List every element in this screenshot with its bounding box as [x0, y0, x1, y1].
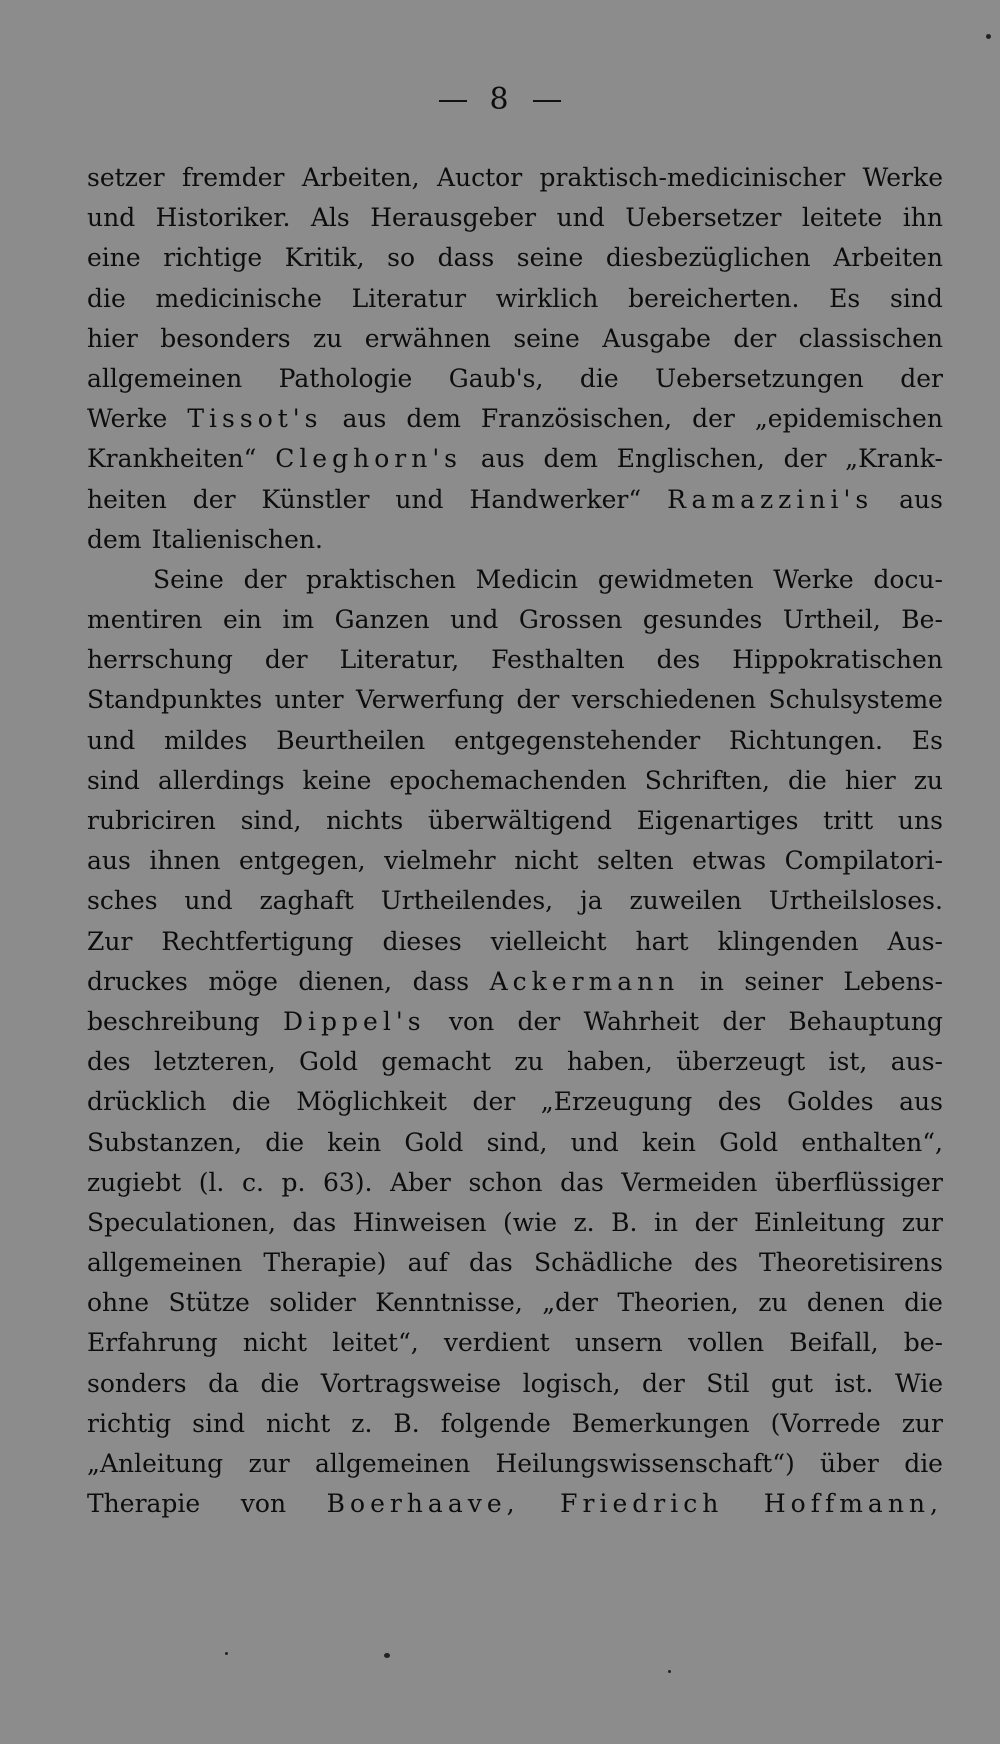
word: letzteren, — [154, 1047, 276, 1077]
word: der — [692, 404, 735, 434]
word: selten — [596, 846, 674, 876]
word: dem — [543, 444, 598, 474]
word: des — [656, 645, 701, 675]
word: zu — [313, 323, 343, 353]
word: Ramazzini's — [667, 484, 874, 514]
word: die — [231, 1087, 271, 1117]
word: seine — [513, 323, 580, 353]
text-line — [87, 1163, 943, 1203]
word: Hinweisen — [352, 1207, 487, 1237]
word: Heilungswissenschaft“) — [495, 1449, 795, 1478]
word: Werke — [773, 564, 854, 594]
text-line — [87, 761, 943, 801]
word: Seine — [153, 564, 224, 594]
word: vielmehr — [384, 846, 496, 876]
word: (wie — [503, 1207, 557, 1237]
word: allgemeinen — [314, 1449, 471, 1478]
word: richtige — [163, 243, 263, 273]
word: allgemeinen — [87, 1248, 243, 1278]
word: denen — [806, 1288, 885, 1318]
word: nicht — [266, 1408, 331, 1438]
word: aus — [899, 484, 943, 514]
word: Als — [310, 203, 350, 233]
word: in — [699, 966, 724, 996]
word: der — [733, 323, 777, 353]
text-line — [87, 359, 943, 399]
word: 63). — [322, 1167, 373, 1197]
word: leitete — [801, 203, 883, 233]
word: Behauptung — [788, 1006, 943, 1036]
text-line — [87, 560, 943, 600]
word: dass — [437, 243, 495, 273]
text-line — [87, 1484, 943, 1524]
word: Therapie — [87, 1489, 201, 1519]
text-line — [87, 1042, 943, 1082]
word: Zur — [87, 926, 133, 956]
word: erwähnen — [364, 323, 491, 353]
text-line — [87, 801, 943, 841]
word: Handwerker“ — [469, 484, 642, 514]
word: Festhalten — [491, 645, 625, 675]
word: Stütze — [168, 1288, 250, 1318]
word: Einleitung — [753, 1207, 886, 1237]
word: seine — [516, 243, 584, 273]
word: richtig — [87, 1408, 172, 1438]
word: Es — [911, 725, 943, 755]
word: Gold — [299, 1047, 359, 1077]
word: mildes — [164, 725, 248, 755]
word: gut — [770, 1368, 814, 1398]
word: das — [560, 1167, 604, 1197]
word: medicinische — [155, 283, 322, 313]
word: Uebersetzer — [625, 203, 782, 233]
word: zugiebt — [87, 1167, 182, 1197]
word: fremder — [181, 163, 285, 192]
word: Pathologie — [278, 363, 413, 393]
word: Goldes — [786, 1087, 874, 1117]
word: leitet“, — [332, 1328, 419, 1358]
word: Uebersetzungen — [655, 363, 864, 393]
word: Künstler — [261, 484, 370, 514]
word: kein — [327, 1127, 382, 1157]
word: und — [184, 886, 233, 916]
word: Arbeiten — [833, 243, 943, 273]
word: zur — [901, 1408, 943, 1438]
text-line — [87, 1283, 943, 1323]
text-line — [87, 841, 943, 881]
word: heiten — [87, 484, 167, 514]
text-line — [87, 198, 943, 238]
word: herrschung — [87, 645, 233, 675]
word: aus — [342, 404, 387, 434]
word: der — [783, 444, 827, 474]
word: Herausgeber — [370, 203, 537, 233]
word: vollen — [688, 1328, 765, 1358]
word: Schriften, — [644, 765, 771, 795]
word: (l. — [198, 1167, 225, 1197]
word: Vermeiden — [621, 1167, 758, 1197]
word: Gold — [404, 1127, 464, 1157]
text-line — [87, 962, 943, 1002]
word: Wahrheit — [583, 1006, 699, 1036]
word: der — [472, 1087, 516, 1117]
word: Französischen, — [480, 404, 673, 434]
text-line — [87, 1243, 943, 1283]
word: zu — [913, 765, 943, 795]
text-line — [87, 480, 943, 520]
text-line — [87, 640, 943, 680]
header-dash-right — [533, 100, 561, 102]
word: zur — [901, 1207, 943, 1237]
print-speck — [225, 1652, 228, 1655]
word: verschiedenen — [571, 685, 757, 715]
word: die — [87, 283, 126, 313]
word: Eigenartiges — [636, 806, 799, 835]
word: Ganzen — [334, 605, 430, 635]
word: eine — [87, 243, 141, 273]
text-line — [87, 721, 943, 761]
word: des — [87, 1047, 131, 1077]
word: aus — [480, 444, 525, 474]
word: des — [694, 1248, 738, 1278]
text-line — [87, 399, 943, 439]
word: seiner — [744, 966, 823, 996]
word: praktisch-medicinischer — [539, 163, 846, 192]
word: (Vorrede — [770, 1408, 881, 1438]
print-speck — [668, 1670, 671, 1673]
word: Arbeiten, — [301, 163, 420, 192]
word: setzer — [87, 163, 165, 192]
word: die — [260, 1368, 300, 1398]
word: in — [653, 1207, 679, 1237]
word: und — [395, 484, 444, 514]
word: das — [292, 1207, 337, 1237]
word: zur — [248, 1449, 290, 1478]
word: sind — [192, 1408, 246, 1438]
word: Ausgabe — [602, 323, 711, 353]
word: der — [192, 484, 236, 514]
text-line — [87, 279, 943, 319]
word: „Anleitung — [87, 1449, 224, 1478]
word: und — [556, 203, 605, 233]
word: Englischen, — [616, 444, 765, 474]
word: im — [282, 605, 315, 635]
header-dash-left — [439, 100, 467, 102]
word: des — [717, 1087, 762, 1117]
word: Urtheilendes, — [380, 886, 554, 916]
text-line — [87, 1364, 943, 1404]
word: diesbezüglichen — [605, 243, 811, 273]
word: Theoretisirens — [759, 1248, 943, 1278]
word: auf — [407, 1248, 448, 1278]
word: etwas — [692, 846, 767, 876]
word: haben, — [566, 1047, 653, 1077]
word: unter — [274, 685, 344, 715]
word: „epidemischen — [754, 404, 943, 434]
word: der — [243, 564, 287, 594]
word: Rechtfertigung — [161, 926, 354, 956]
word: Wie — [894, 1368, 943, 1398]
body-text — [87, 158, 943, 1524]
text-line — [87, 680, 943, 720]
word: Vortragsweise — [320, 1368, 502, 1398]
page-number: 8 — [489, 82, 511, 117]
word: der — [516, 685, 560, 715]
text-line — [87, 922, 943, 962]
word: Literatur, — [339, 645, 460, 675]
word: Werke — [87, 404, 168, 434]
word: keine — [302, 765, 372, 795]
word: praktischen — [306, 564, 456, 594]
word: ohne — [87, 1288, 150, 1318]
word: z. — [573, 1207, 595, 1237]
word: „Erzeugung — [540, 1087, 693, 1117]
word: so — [387, 243, 416, 273]
word: tritt — [823, 806, 874, 835]
word: Therapie) — [263, 1248, 387, 1278]
word: Standpunktes — [87, 685, 263, 715]
word: überzeugt — [676, 1047, 806, 1077]
text-line — [87, 600, 943, 640]
text-line — [87, 1082, 943, 1122]
text-line — [87, 238, 943, 278]
word: zaghaft — [259, 886, 354, 916]
word: dieses — [382, 926, 462, 956]
word: rubriciren — [87, 806, 216, 835]
word: Bemerkungen — [571, 1408, 750, 1438]
word: dem — [406, 404, 461, 434]
word: vielleicht — [490, 926, 607, 956]
word: B. — [611, 1207, 638, 1237]
word: überflüssiger — [774, 1167, 943, 1197]
word: Theorien, — [617, 1288, 739, 1318]
word: gemacht — [381, 1047, 491, 1077]
word: und — [87, 203, 136, 233]
word: zu — [758, 1288, 788, 1318]
word: Richtungen. — [728, 725, 884, 755]
word: der — [264, 645, 308, 675]
word: Werke — [862, 163, 943, 192]
word: be- — [903, 1328, 943, 1358]
word: sind — [87, 765, 140, 795]
word: epochemachenden — [389, 765, 627, 795]
word: nichts — [326, 806, 404, 835]
text-line — [87, 1123, 943, 1163]
word: unsern — [574, 1328, 663, 1358]
word: Gaub's, — [448, 363, 544, 393]
word: solider — [269, 1288, 356, 1318]
word: logisch, — [522, 1368, 621, 1398]
word: Boerhaave, — [326, 1489, 520, 1519]
word: bereicherten. — [628, 283, 800, 313]
word: aus — [87, 846, 131, 876]
word: hier — [844, 765, 896, 795]
word: der — [517, 1006, 561, 1036]
word: der — [642, 1368, 685, 1398]
word: und — [570, 1127, 619, 1157]
word: möge — [208, 966, 278, 996]
word: Schulsysteme — [768, 685, 943, 715]
word: von — [240, 1489, 287, 1519]
word: sind — [890, 283, 943, 313]
word: Kenntnisse, — [375, 1288, 523, 1318]
word: Aus- — [887, 926, 943, 956]
word: die — [265, 1127, 305, 1157]
word: zu — [514, 1047, 544, 1077]
word: allerdings — [157, 765, 285, 795]
word: Verwerfung — [356, 685, 505, 715]
word: der — [722, 1006, 766, 1036]
text-line — [87, 1323, 943, 1363]
word: ist. — [834, 1368, 874, 1398]
word: Auctor — [436, 163, 523, 192]
print-speck — [384, 1653, 390, 1658]
word: Hippokratischen — [732, 645, 943, 675]
word: zuweilen — [629, 886, 742, 916]
word: verdient — [443, 1328, 550, 1358]
word: das — [469, 1248, 513, 1278]
word: Friedrich — [560, 1489, 724, 1519]
word: Historiker. — [155, 203, 291, 233]
word: Krankheiten“ — [87, 444, 257, 474]
word: druckes — [87, 966, 188, 996]
word: ja — [579, 886, 603, 916]
word: Stil — [706, 1368, 750, 1398]
text-line — [87, 1404, 943, 1444]
word: beschreibung — [87, 1006, 260, 1036]
word: Cleghorn's — [275, 444, 463, 474]
word: Substanzen, — [87, 1127, 243, 1157]
word: aus — [899, 1087, 943, 1117]
word: dienen, — [298, 966, 393, 996]
word: ist, — [828, 1047, 868, 1077]
word: entgegen, — [239, 846, 366, 876]
text-line — [87, 439, 943, 479]
word: Be- — [901, 605, 943, 635]
word: besonders — [160, 323, 291, 353]
word: über — [820, 1449, 879, 1478]
text-line — [87, 158, 943, 198]
word: drücklich — [87, 1087, 207, 1117]
word: hart — [635, 926, 689, 956]
text-line — [87, 1203, 943, 1243]
word: classischen — [798, 323, 943, 353]
print-speck — [986, 34, 991, 39]
word: nicht — [514, 846, 579, 876]
word: Es — [829, 283, 861, 313]
word: Italienischen. — [151, 524, 323, 554]
word: ihn — [902, 203, 943, 233]
word: enthalten“, — [801, 1127, 943, 1157]
text-line — [87, 1002, 943, 1042]
word: Beifall, — [789, 1328, 879, 1358]
word: Urtheilsloses. — [768, 886, 943, 916]
word: z. — [351, 1408, 373, 1438]
word: Tissot's — [187, 404, 323, 434]
word: Gold — [719, 1127, 779, 1157]
word: aus- — [890, 1047, 943, 1077]
word: „der — [542, 1288, 598, 1318]
word: Medicin — [475, 564, 579, 594]
word: uns — [897, 806, 943, 835]
word: allgemeinen — [87, 363, 243, 393]
word: Beurtheilen — [276, 725, 426, 755]
word: kein — [641, 1127, 697, 1157]
word: gewidmeten — [597, 564, 754, 594]
word: die — [579, 363, 619, 393]
word: da — [208, 1368, 239, 1398]
word: p. — [281, 1167, 306, 1197]
word: sind, — [240, 806, 302, 835]
word: wirklich — [495, 283, 599, 313]
word: ein — [223, 605, 262, 635]
word: und — [450, 605, 499, 635]
word: von — [448, 1006, 495, 1036]
word: ihnen — [149, 846, 221, 876]
word: schon — [468, 1167, 543, 1197]
word: Hoffmann, — [763, 1489, 943, 1519]
word: „Krank- — [845, 444, 943, 474]
text-line — [87, 881, 943, 921]
word: hier — [87, 323, 138, 353]
word: nicht — [242, 1328, 308, 1358]
word: Erfahrung — [87, 1328, 218, 1358]
word: Ackermann — [489, 966, 680, 996]
word: überwältigend — [427, 806, 613, 835]
word: Schädliche — [533, 1248, 673, 1278]
word: sonders — [87, 1368, 187, 1398]
word: Urtheil, — [782, 605, 881, 635]
word: Möglichkeit — [296, 1087, 447, 1117]
word: Literatur — [351, 283, 467, 313]
word: der — [900, 363, 943, 393]
page-header — [0, 82, 1000, 117]
word: B. — [393, 1408, 420, 1438]
word: sind, — [486, 1127, 548, 1157]
word: gesundes — [642, 605, 763, 635]
word: mentiren — [87, 605, 203, 635]
word: die — [904, 1288, 943, 1318]
word: die — [904, 1449, 943, 1478]
text-line — [87, 319, 943, 359]
word: Dippel's — [283, 1006, 426, 1036]
word: entgegenstehender — [454, 725, 701, 755]
word: docu- — [873, 564, 943, 594]
word: und — [87, 725, 136, 755]
text-line — [87, 520, 943, 560]
word: der — [694, 1207, 738, 1237]
word: Lebens- — [843, 966, 943, 996]
word: die — [788, 765, 827, 795]
word: dass — [412, 966, 470, 996]
word: sches — [87, 886, 158, 916]
word: folgende — [440, 1408, 551, 1438]
word: Speculationen, — [87, 1207, 276, 1237]
word: Aber — [390, 1167, 451, 1197]
word: dem — [87, 524, 142, 554]
word: Grossen — [518, 605, 623, 635]
word: Kritik, — [284, 243, 365, 273]
word: c. — [241, 1167, 264, 1197]
text-line — [87, 1444, 943, 1484]
word: klingenden — [717, 926, 859, 956]
word: Compilatori- — [784, 846, 943, 876]
